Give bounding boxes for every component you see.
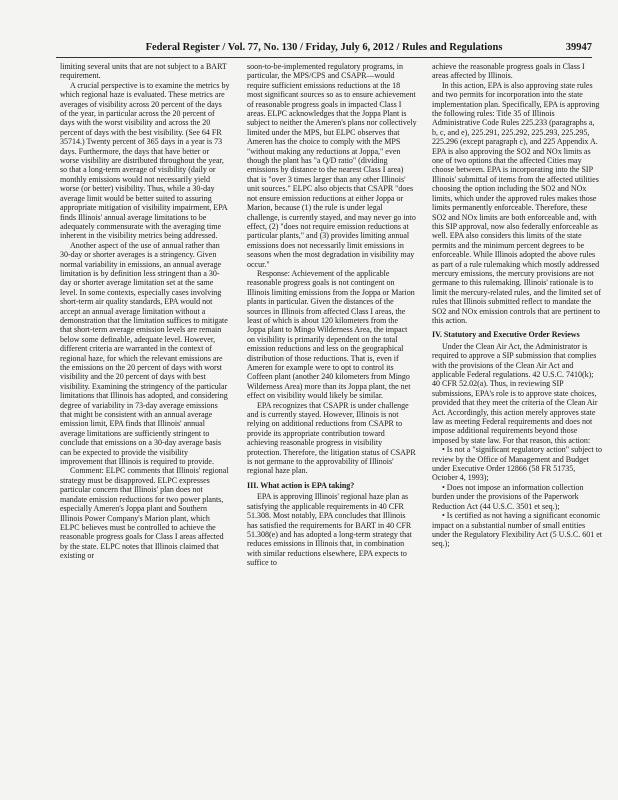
column-3 [432, 62, 602, 549]
page-header [56, 42, 592, 56]
page-number: 39947 [565, 42, 592, 53]
paragraph: Under the Clean Air Act, the Administrator is required to approve a SIP submission that complies with the provisions of the Clean Air Act and applicable Federal regulations. 42 U.S.C. 7410(k); 40 CFR 52.02(a). Thus, in reviewing SIP submissions, EPA's role is to approve state choices, provided that they meet the criteria of the Clean Air Act. Accordingly, this action merely approves state law as meeting Federal requirements and does not impose additional requirements beyond those imposed by state law. For that reason, this action: [432, 341, 598, 445]
paragraph: Another aspect of the use of annual rather than 30-day or shorter averages is a stringency. Given normal variability in emissions, an annual average limitation is by definition less stringent than a 30-day or shorter average limitation set at the same level. In some contexts, especially cases involving short-term air quality standards, EPA would not accept an annual average limitation without a demonstration that the limitation suffices to mitigate that short-term average emission levels are remain below some definable, adequate level. However, different criteria are warranted in the context of regional haze, for which the relevant emissions are the emissions on the 20 percent of days with worst visibility and the 20 percent of days with best visibility. Examining the stringency of the particular limitations that Illinois has adopted, and considering degree of variability in 73-day average emissions that might be consistent with an annual average emission limit, EPA finds that Illinois' annual average limitations are sufficiently stringent to conclude that emissions on a 30-day average basis can be expected to provide the visibility improvement that Illinois is required to provide. [60, 240, 228, 467]
paragraph: Comment: ELPC comments that Illinois' regional strategy must be disapproved. ELPC expresses particular concern that Illinois' plan does not mandate emission reductions for two power plants, especially Ameren's Joppa plant and Southern Illinois Power Company's Marion plant, which ELPC believes must be controlled to achieve the reasonable progress goals for Class I areas affected by the state. ELPC notes that Illinois claimed that existing or [60, 466, 229, 561]
paragraph: EPA is approving Illinois' regional haze plan as satisfying the applicable requirements in 40 CFR 51.308. Most notably, EPA concludes that Illinois has satisfied the requirements for BART in 40 CFR 51.308(e) and has adopted a long-term strategy that reduces emissions in Illinois that, in combination with similar reductions elsewhere, EPA expects to suffice to [247, 492, 412, 568]
header-title: Federal Register / Vol. 77, No. 130 / Friday, July 6, 2012 / Rules and Regulations [145, 42, 503, 53]
paragraph: EPA recognizes that CSAPR is under challenge and is currently stayed. However, Illinois is not relying on additional reductions from CSAPR to provide its appropriate contribution toward achieving reasonable progress in visibility protection. Therefore, the litigation status of CSAPR is not germane to the approvability of Illinois' regional haze plan. [247, 400, 416, 476]
paragraph: soon-to-be-implemented regulatory programs, in particular, the MPS/CPS and CSAPR—would require sufficient emissions reductions at the 18 most significant sources so as to ensure achievement of reasonable progress goals in impacted Class I areas. ELPC acknowledges that the Joppa Plant is subject to neither the Ameren's plans nor collectively limited under the MPS, but ELPC observes that Ameren has the choice to comply with the MPS "without making any reductions at Joppa," even though the plant has "a Q/D ratio" (dividing emissions by distance to the nearest Class I area) that is "over 3 times larger than any other Illinois' unit sources." ELPC also objects that CSAPR "does not ensure emission reductions at either Joppa or Marion, because (1) the rule is under legal challenge, is currently stayed, and may never go into effect, (2) "does not require emission reductions at particular plants," and (3) provides limiting annual emissions does not necessarily limit emissions in seasons when the most degradation in visibility may occur." [247, 62, 417, 269]
column-2 [247, 62, 417, 568]
header-rule [56, 57, 592, 58]
bullet-item: • Does not impose an information collection burden under the provisions of the Paperwork Reduction Act (44 U.S.C. 3501 et seq.); [432, 482, 584, 511]
paragraph: achieve the reasonable progress goals in Class I areas affected by Illinois. [432, 62, 585, 81]
paragraph: In this action, EPA is also approving state rules and two permits for incorporation into the state implementation plan. Specifically, EPA is approving the following rules: Title 35 of Illinois Administrative Code Rules 225.233 (paragraphs a, b, c, and e), 225.291, 225.292, 225.293, 225.295, 225.296 (except paragraph c), and 225 Appendix A. EPA is also approving the SO2 and NOx limits as one of two options that the affected Cities may choose between. EPA is incorporating into the SIP Illinois' submittal of items from the affected utilities choosing the option including the SO2 and NOx limits, which under the approved rules makes those limits permanently enforceable. Therefore, these SO2 and NOx limits are both enforceable and, with this SIP approval, now also federally enforceable as well. EPA also considers this limits of the state permits and the minimum percent degrees to be enforceable. While Illinois adopted the above rules as part of a rule rulemaking which mostly addressed mercury emissions, the mercury provisions are not germane to this rulemaking. Illinois' rationale is to limit the mercury-related rules, and the limited set of rules that Illinois submitted reflect to mandate the SO2 and NOx emission controls that are pertinent to this action. [432, 80, 602, 325]
bullet-item: • Is not a "significant regulatory action" subject to review by the Office of Management and Budget under Executive Order 12866 (58 FR 51735, October 4, 1993); [432, 445, 602, 483]
paragraph: Response: Achievement of the applicable reasonable progress goals is not contingent on Illinois limiting emissions from the Joppa or Marion plants in particular. Given the distances of the sources in Illinois from affected Class I areas, the least of which is about 120 kilometers from the Joppa plant to Mingo Wilderness Area, the impact on visibility is primarily dependent on the total emission reductions and less on the geographical distribution of those reductions. That is, even if Ameren for example were to opt to control its Coffeen plant (another 240 kilometers from Mingo Wilderness Area) more than its Joppa plant, the net effect on visibility would likely be similar. [247, 268, 415, 401]
paragraph: A crucial perspective is to examine the metrics by which regional haze is evaluated. These metrics are averages of visibility across 20 percent of the days of the year, in particular across the 20 percent of days with the worst visibility and across the 20 percent of days with the best visibility. (See 64 FR 35714.) Twenty percent of 365 days in a year is 73 days. Furthermore, the days that have better or worse visibility are distributed throughout the year, so that a long-term average of visibility (daily or monthly emissions would not necessarily yield worse (or better) visibility. Thus, while a 30-day average limit would be better suited to assuring appropriate mitigation of visibility impairment, EPA finds Illinois' annual average limitations to be adequately commensurate with the averaging time inherent in the visibility metrics being addressed. [60, 80, 230, 241]
column-1 [60, 62, 230, 561]
section-heading: III. What action is EPA taking? [247, 480, 355, 490]
bullet-item: • Is certified as not having a significant economic impact on a substantial number of small entities under the Regulatory Flexibility Act (5 U.S.C. 601 et seq.); [432, 511, 602, 549]
paragraph: limiting several units that are not subject to a BART requirement. [60, 62, 227, 81]
section-heading: IV. Statutory and Executive Order Reviews [432, 330, 580, 340]
